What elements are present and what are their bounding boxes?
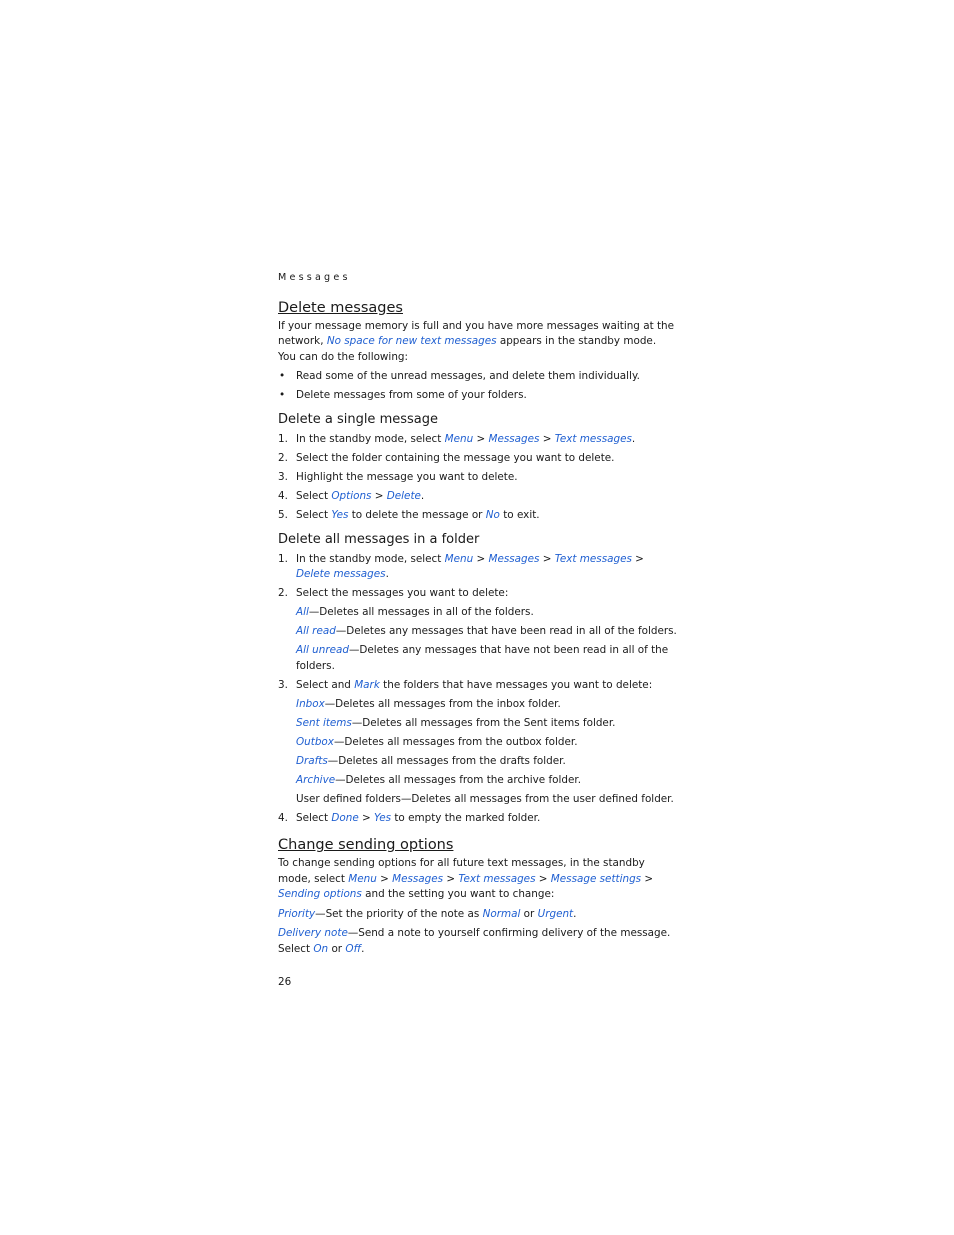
manual-page [278, 270, 678, 991]
intro-paragraph: If your message memory is full and you have more messages waiting at the network, No space for new text messages appears in the standby mode. [278, 319, 675, 347]
can-do-text: You can do the following: [278, 350, 409, 363]
subsection-title-single: Delete a single message [278, 412, 438, 427]
step-item: 1. In the standby mode, select Menu > Messages > Text messages. [278, 432, 636, 445]
step-item: 3. Select and Mark the folders that have messages you want to delete: [278, 678, 653, 691]
bullet-item: • Delete messages from some of your folders. [278, 388, 678, 404]
option-item: All unread—Deletes any messages that have not been read in all of the folders. [296, 644, 669, 672]
step-item: 1. In the standby mode, select Menu > Messages > Text messages > Delete messages. [278, 552, 644, 580]
option-item: Drafts—Deletes all messages from the drafts folder. [296, 754, 566, 767]
change-intro-paragraph: To change sending options for all future text messages, in the standby mode, select Menu > Messages > Text messages > Message settings > Sending options and the setting you want to change: [278, 857, 654, 900]
bullet-item: • Read some of the unread messages, and delete them individually. [278, 369, 678, 385]
step-item: 4. Select Options > Delete. [278, 489, 425, 502]
delivery-note-option: Delivery note—Send a note to yourself confirming delivery of the message. Select On or Off. [278, 927, 671, 955]
option-item: All read—Deletes any messages that have been read in all of the folders. [296, 625, 677, 637]
subsection-title-all: Delete all messages in a folder [278, 532, 480, 547]
option-item: Inbox—Deletes all messages from the inbox folder. [296, 697, 561, 710]
running-head: Messages [278, 272, 351, 283]
option-item: All—Deletes all messages in all of the folders. [296, 606, 534, 618]
step-item: 5. Select Yes to delete the message or No to exit. [278, 508, 540, 521]
step-item: 2. Select the messages you want to delete: [278, 587, 509, 599]
option-item: User defined folders—Deletes all messages from the user defined folder. [296, 792, 674, 805]
page-number: 26 [278, 976, 292, 988]
option-item: Sent items—Deletes all messages from the Sent items folder. [296, 716, 616, 729]
priority-option: Priority—Set the priority of the note as Normal or Urgent. [278, 907, 577, 920]
step-item: 4. Select Done > Yes to empty the marked folder. [278, 811, 541, 824]
no-space-link: No space for new text messages [326, 335, 497, 347]
section-title-change-sending: Change sending options [278, 837, 454, 853]
step-item: 2. Select the folder containing the message you want to delete. [278, 451, 615, 464]
section-title-delete-messages: Delete messages [278, 299, 403, 316]
step-item: 3. Highlight the message you want to delete. [278, 470, 518, 483]
option-item: Archive—Deletes all messages from the archive folder. [296, 773, 582, 786]
option-item: Outbox—Deletes all messages from the outbox folder. [296, 735, 578, 748]
